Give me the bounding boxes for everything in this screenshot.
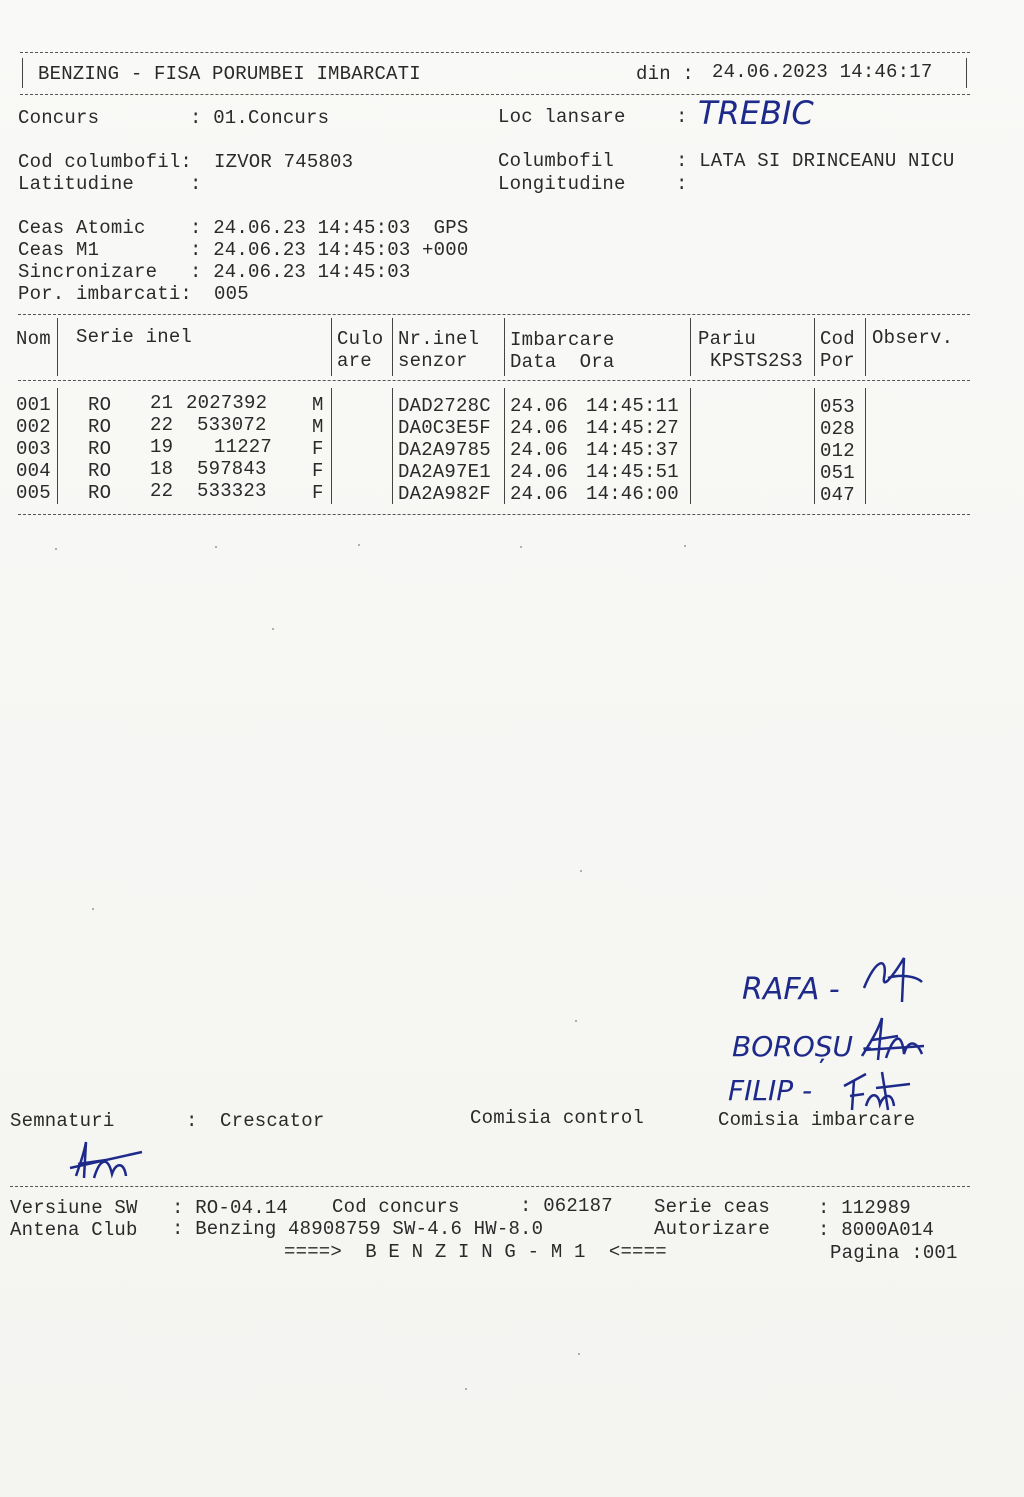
cell-senzor: DAD2728C [398,395,491,417]
col-divider [814,388,815,504]
cell-sex: M [312,416,324,438]
signature-comisia-imbarcare-label: Comisia imbarcare [718,1109,916,1131]
cell-cod-por: 012 [820,440,855,462]
header-top-rule [20,52,970,53]
longitudine-label: Longitudine [498,173,626,195]
cell-cod-por: 053 [820,396,855,418]
ceas-atomic-label: Ceas Atomic [18,217,146,239]
scan-speck [575,1020,577,1022]
serie-ceas-value: : 112989 [818,1197,911,1219]
cell-tara: RO [88,460,112,482]
cell-an: 22 [150,480,174,502]
col-divider [504,318,505,376]
signature-name-filip: FILIP - [728,1074,813,1107]
col-divider [392,318,393,376]
serie-ceas-label: Serie ceas [654,1196,771,1218]
autorizare-label: Autorizare [654,1218,771,1240]
cod-concurs-value: : 062187 [520,1195,613,1217]
scan-speck [55,548,57,550]
col-header-nr-inel-2: senzor [398,350,468,372]
col-header-cod-2: Por [820,350,855,372]
cell-ora: 14:45:51 [586,461,679,483]
cell-sex: F [312,460,324,482]
versiune-sw-value: : RO-04.14 [172,1197,289,1219]
cell-nr-inel: 533072 [197,414,267,436]
cell-nr-inel: 597843 [197,458,267,480]
cell-ora: 14:46:00 [586,483,679,505]
sincronizare-value: : 24.06.23 14:45:03 [190,261,411,283]
col-header-pariu-1: Pariu [698,328,757,350]
col-header-nom: Nom [16,328,51,350]
signature-scribble-borosu [858,1010,928,1070]
semnaturi-sep: : [186,1110,198,1132]
cell-data: 24.06 [510,417,569,439]
columbofil-label: Columbofil [498,150,615,172]
cell-ora: 14:45:37 [586,439,679,461]
scan-speck [580,870,582,872]
print-date-value: 24.06.2023 14:46:17 [712,61,933,83]
scan-speck [578,1353,580,1355]
ceas-m1-value: : 24.06.23 14:45:03 +000 [190,239,469,261]
antena-club-value: : Benzing 48908759 SW-4.6 HW-8.0 [172,1218,544,1240]
cell-cod-por: 047 [820,484,855,506]
benzing-banner: ====> B E N Z I N G - M 1 <==== [284,1241,667,1263]
cell-nom: 002 [16,416,51,438]
ceas-m1-label: Ceas M1 [18,239,100,261]
col-header-culoare-2: are [337,350,372,372]
cell-data: 24.06 [510,439,569,461]
signature-scribble-crescator [66,1138,148,1184]
cell-nom: 004 [16,460,51,482]
cell-tara: RO [88,416,112,438]
cell-nom: 003 [16,438,51,460]
sincronizare-label: Sincronizare [18,261,158,283]
concurs-value: : 01.Concurs [190,107,330,129]
col-header-cod-1: Cod [820,328,855,350]
cell-tara: RO [88,438,112,460]
ceas-atomic-value: : 24.06.23 14:45:03 GPS [190,217,469,239]
col-divider [690,388,691,504]
latitudine-value: : [190,173,202,195]
latitudine-label: Latitudine [18,173,135,195]
col-divider [504,388,505,504]
loc-lansare-handwritten: TREBIC [698,94,814,132]
col-header-culoare-1: Culo [337,328,384,350]
page-number: Pagina :001 [830,1242,958,1264]
col-header-serie-inel: Serie inel [76,326,193,348]
cod-concurs-label: Cod concurs [332,1196,460,1218]
cell-an: 19 [150,436,174,458]
header-right-border [966,58,967,88]
cell-nr-inel: 11227 [214,436,273,458]
porumbei-imbarcati-label: Por. imbarcati: [18,283,193,305]
table-bottom-rule [18,514,970,515]
signature-comisia-control-label: Comisia control [470,1107,645,1129]
scan-speck [684,545,686,547]
cell-nr-inel: 533323 [197,480,267,502]
porumbei-imbarcati-value: 005 [214,283,249,305]
concurs-label: Concurs [18,107,100,129]
scan-speck [358,544,360,546]
cell-an: 21 [150,392,174,414]
cell-senzor: DA2A9785 [398,439,491,461]
autorizare-value: : 8000A014 [818,1219,935,1241]
col-divider [865,388,866,504]
cell-senzor: DA0C3E5F [398,417,491,439]
cell-cod-por: 051 [820,462,855,484]
col-header-observ: Observ. [872,327,954,349]
cod-columbofil-label: Cod columbofil: [18,151,193,173]
versiune-sw-label: Versiune SW [10,1197,138,1219]
scan-speck [92,908,94,910]
antena-club-label: Antena Club [10,1219,138,1241]
print-date-label: din : [636,63,695,85]
col-divider [392,388,393,504]
cod-columbofil-value: IZVOR 745803 [214,151,354,173]
signature-scribble-rafa [858,948,928,1006]
col-divider [331,318,332,376]
loc-lansare-sep: : [676,106,688,128]
cell-tara: RO [88,482,112,504]
cell-sex: M [312,394,324,416]
cell-ora: 14:45:27 [586,417,679,439]
scan-speck [272,628,274,630]
longitudine-value: : [676,173,688,195]
col-divider [57,388,58,504]
cell-nom: 001 [16,394,51,416]
cell-cod-por: 028 [820,418,855,440]
cell-sex: F [312,438,324,460]
header-left-border [22,58,23,88]
loc-lansare-label: Loc lansare [498,106,626,128]
cell-an: 22 [150,414,174,436]
footer-rule [10,1186,970,1187]
signature-name-rafa: RAFA - [742,972,840,1007]
scan-speck [520,546,522,548]
cell-tara: RO [88,394,112,416]
cell-nr-inel: 2027392 [186,392,268,414]
col-divider [865,318,866,376]
col-header-imbarcare-1: Imbarcare [510,329,615,351]
table-top-rule [18,314,970,315]
signature-crescator-label: Crescator [220,1110,325,1132]
signature-name-borosu: BOROȘU - [732,1030,873,1063]
cell-sex: F [312,482,324,504]
col-divider [331,388,332,504]
col-divider [57,318,58,376]
col-divider [690,318,691,376]
col-header-imbarcare-2: Data Ora [510,351,615,373]
col-divider [814,318,815,376]
scan-speck [465,1388,467,1390]
semnaturi-label: Semnaturi [10,1110,115,1132]
columbofil-value: : LATA SI DRINCEANU NICU [676,150,955,172]
cell-nom: 005 [16,482,51,504]
col-header-pariu-2: KPSTS2S3 [710,350,803,372]
table-header-rule [18,380,970,381]
cell-data: 24.06 [510,461,569,483]
cell-an: 18 [150,458,174,480]
document-title: BENZING - FISA PORUMBEI IMBARCATI [38,63,421,85]
cell-data: 24.06 [510,395,569,417]
col-header-nr-inel-1: Nr.inel [398,328,480,350]
cell-senzor: DA2A97E1 [398,461,491,483]
header-bottom-rule [20,94,970,95]
cell-senzor: DA2A982F [398,483,491,505]
cell-data: 24.06 [510,483,569,505]
cell-ora: 14:45:11 [586,395,679,417]
scan-speck [215,546,217,548]
